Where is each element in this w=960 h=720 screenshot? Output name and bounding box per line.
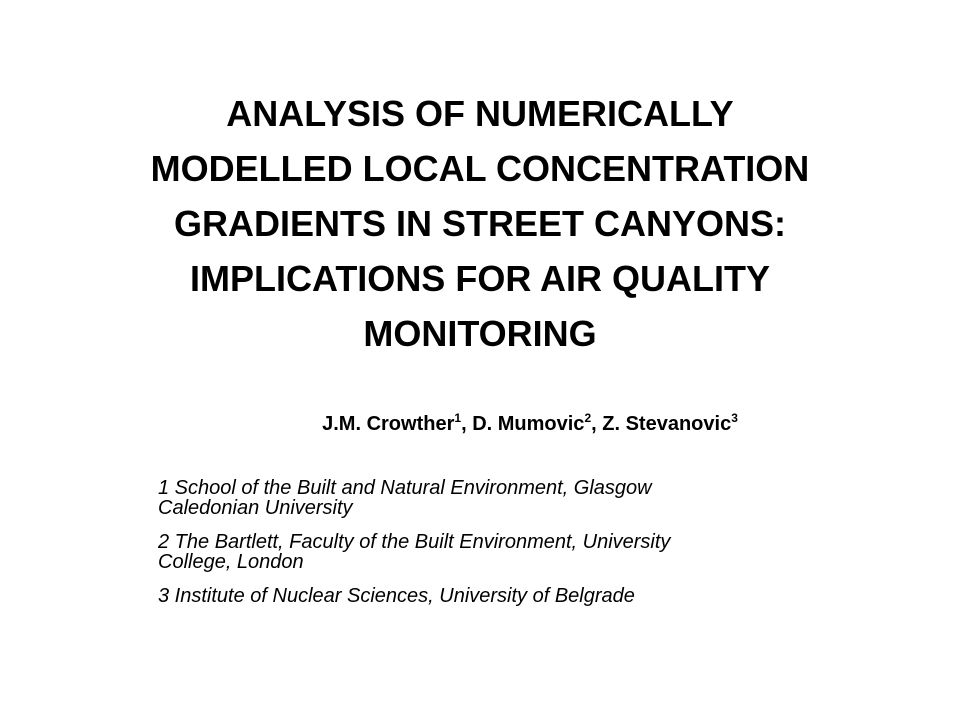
affiliation-item (158, 532, 898, 572)
affiliation-list (158, 478, 898, 620)
title-line: IMPLICATIONS FOR AIR QUALITY (190, 258, 770, 299)
title-line: MONITORING (363, 313, 597, 354)
affiliation-item (158, 478, 898, 518)
title-line: GRADIENTS IN STREET CANYONS: (173, 203, 787, 244)
affiliation-line: 2 The Bartlett, Faculty of the Built Environment, University (158, 531, 671, 553)
author-affiliation-marker: 1 (454, 411, 462, 425)
title-line: MODELLED LOCAL CONCENTRATION (150, 148, 810, 189)
author-name: J.M. Crowther (322, 413, 455, 435)
author-affiliation-marker: 2 (584, 411, 592, 425)
slide-title (40, 86, 920, 361)
affiliation-item (158, 586, 898, 606)
author-affiliation-marker: 3 (731, 411, 738, 425)
author-name: Z. Stevanovic (602, 413, 732, 435)
title-line: ANALYSIS OF NUMERICALLY (226, 93, 734, 134)
affiliation-line: College, London (158, 551, 304, 573)
affiliation-line: 1 School of the Built and Natural Environment, Glasgow (158, 477, 652, 499)
author-list (150, 410, 910, 438)
author-name: D. Mumovic (472, 413, 585, 435)
affiliation-line: 3 Institute of Nuclear Sciences, University of Belgrade (158, 585, 635, 607)
author-separator: , (461, 413, 473, 435)
affiliation-line: Caledonian University (158, 497, 353, 519)
author-separator: , (591, 413, 603, 435)
